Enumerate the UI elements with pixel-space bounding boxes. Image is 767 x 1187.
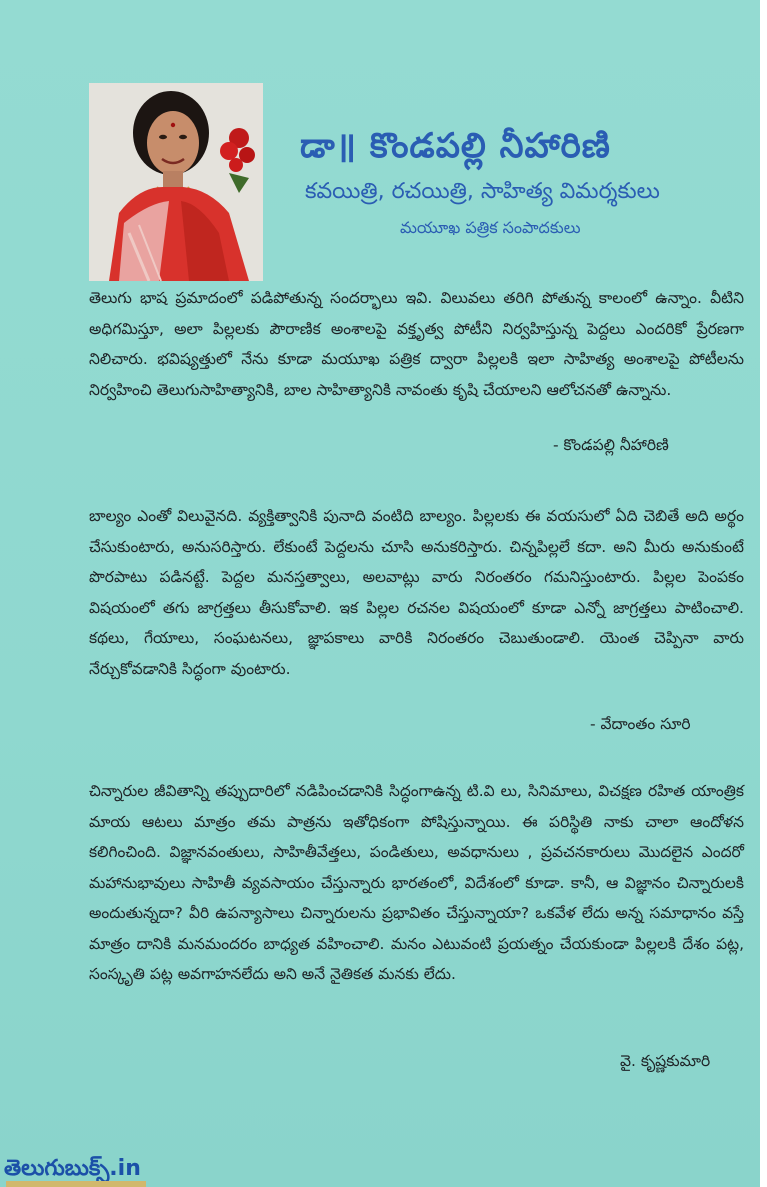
- paragraph-3-text: చిన్నారుల జీవితాన్ని తప్పుదారిలో నడిపించడానికి సిద్ధంగాఉన్న టి.వి లు, సినిమాలు, విచక్షణ రహిత యాంత్రిక మాయ ఆటలు మాత్రం తమ పాత్రను ఇతోధికంగా పోషిస్తున్నాయి. ఈ పరిస్థితి నాకు చాలా ఆందోళన కలిగించింది. విజ్ఞానవంతులు, సాహితీవేత్తలు, పండితులు, అవధానులు , ప్రవచనకారులు మొదలైన ఎందరో మహానుభావులు సాహితీ వ్యవసాయం చేస్తున్నారు భారతంలో, విదేశంలో కూడా. కానీ, ఆ విజ్ఞానం చిన్నారులకి అందుతున్నదా? వీరి ఉపన్యాసాలు చిన్నారులను ప్రభావితం చేస్తున్నాయా? ఒకవేళ లేదు అన్న సమాధానం వస్తే మాత్రం దానికి మనమందరం బాధ్యత వహించాలి. మనం ఎటువంటి ప్రయత్నం చేయకుండా పిల్లలకి దేశం పట్ల, సంస్కృతి పట్ల అవగాహనలేదు అని అనే నైతికత మనకు లేదు.: [89, 782, 744, 983]
- author-photo: [89, 83, 263, 281]
- author-roles: కవయిత్రి, రచయిత్రి, సాహిత్య విమర్శకులు: [305, 179, 660, 204]
- paragraph-1-text: తెలుగు భాష ప్రమాదంలో పడిపోతున్న సందర్భాలు ఇవి. విలువలు తరిగి పోతున్న కాలంలో ఉన్నాం. వీటిని అధిగమిస్తూ, అలా పిల్లలకు పౌరాణిక అంశాలపై వక్తృత్వ పోటీని నిర్వహిస్తున్న పెద్దలు ఎందరికో ప్రేరణగా నిలిచారు. భవిష్యత్తులో నేను కూడా మయూఖ పత్రిక ద్వారా పిల్లలకి ఇలా సాహిత్య అంశాలపై పోటీలను నిర్వహించి తెలుగుసాహిత్యానికి, బాల సాహిత్యానికి నావంతు కృషి చేయాలని ఆలోచనతో ఉన్నాను.: [89, 289, 744, 399]
- paragraph-3: [89, 776, 744, 990]
- author-name: డా॥ కొండపల్లి నీహారిణి: [300, 126, 611, 166]
- site-watermark: తెలుగుబుక్స్.in: [4, 1156, 141, 1181]
- signature-1: - కొండపల్లి నీహారిణి: [553, 436, 669, 454]
- paragraph-2-text: బాల్యం ఎంతో విలువైనది. వ్యక్తిత్వానికి పునాది వంటిది బాల్యం. పిల్లలకు ఈ వయసులో ఏది చెబితే అది అర్థం చేసుకుంటారు, అనుసరిస్తారు. లేకుంటే పెద్దలను చూసి అనుకరిస్తారు. చిన్నపిల్లలే కదా. అని మీరు అనుకుంటే పొరపాటు పడినట్టే. పెద్దల మనస్తత్వాలు, అలవాట్లు వారు నిరంతరం గమనిస్తుంటారు. పిల్లల పెంపకం విషయంలో తగు జాగ్రత్తలు తీసుకోవాలి. ఇక పిల్లల రచనల విషయంలో కూడా ఎన్నో జాగ్రత్తలు పాటించాలి. కథలు, గేయాలు, సంఘటనలు, జ్ఞాపకాలు వారికి నిరంతరం చెబుతుండాలి. యెంత చెప్పినా వారు నేర్చుకోవడానికి సిద్ధంగా వుంటారు.: [89, 507, 744, 678]
- watermark-underline: [6, 1181, 146, 1187]
- signature-2: - వేదాంతం సూరి: [590, 715, 691, 733]
- signature-3: వై. కృష్ణకుమారి: [620, 1052, 711, 1070]
- paragraph-2: [89, 501, 744, 684]
- author-editor-title: మయూఖ పత్రిక సంపాదకులు: [400, 218, 581, 237]
- paragraph-1: [89, 283, 744, 405]
- page-edge: [760, 0, 767, 1187]
